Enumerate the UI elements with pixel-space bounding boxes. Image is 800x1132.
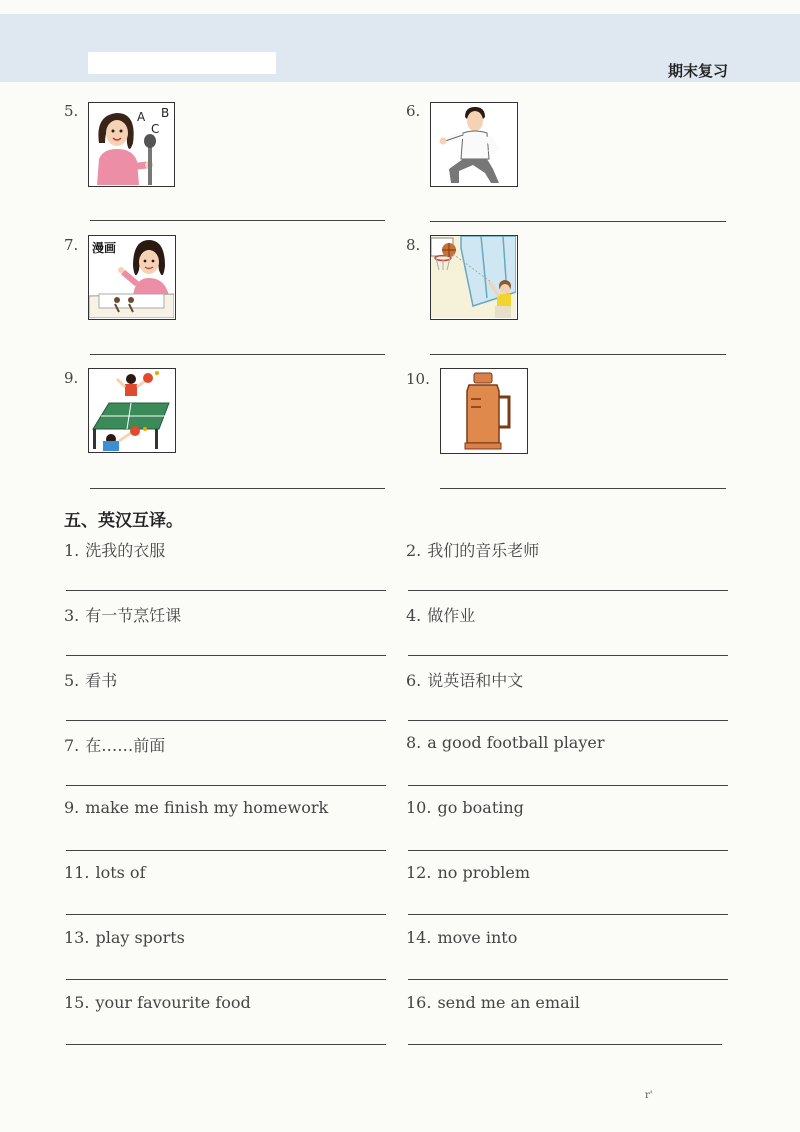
letter-a: A bbox=[137, 110, 146, 124]
translation-item: 15. your favourite food bbox=[64, 993, 251, 1012]
translation-item: 5. 看书 bbox=[64, 671, 118, 690]
answer-line[interactable] bbox=[90, 488, 385, 489]
section-tag: 期末复习 bbox=[667, 62, 728, 80]
comic-sign-label: 漫画 bbox=[92, 241, 117, 255]
translation-item: 1. 洗我的衣服 bbox=[64, 541, 166, 560]
boy-basketball-icon bbox=[430, 235, 518, 320]
translation-item: 2. 我们的音乐老师 bbox=[406, 541, 540, 560]
translation-item: 8. a good football player bbox=[406, 733, 605, 752]
thermos-flask-icon bbox=[440, 368, 528, 454]
item-number: 6. bbox=[406, 102, 421, 120]
answer-line[interactable] bbox=[430, 221, 726, 222]
answer-line[interactable] bbox=[66, 979, 386, 980]
girl-singing-icon bbox=[88, 102, 175, 187]
item-number: 7. bbox=[64, 236, 79, 254]
answer-line[interactable] bbox=[408, 785, 728, 786]
translation-item: 4. 做作业 bbox=[406, 606, 476, 625]
table-tennis-icon bbox=[88, 368, 176, 453]
translation-item: 6. 说英语和中文 bbox=[406, 671, 524, 690]
answer-line[interactable] bbox=[66, 914, 386, 915]
translation-item: 7. 在……前面 bbox=[64, 736, 166, 755]
answer-line[interactable] bbox=[408, 850, 728, 851]
letter-c: C bbox=[151, 122, 160, 136]
translation-item: 16. send me an email bbox=[406, 993, 580, 1012]
translation-item: 10. go boating bbox=[406, 798, 524, 817]
answer-line[interactable] bbox=[66, 590, 386, 591]
answer-line[interactable] bbox=[66, 655, 386, 656]
answer-line[interactable] bbox=[408, 1044, 722, 1045]
translation-item: 13. play sports bbox=[64, 928, 185, 947]
letter-b: B bbox=[161, 106, 170, 120]
answer-line[interactable] bbox=[408, 979, 728, 980]
answer-line[interactable] bbox=[66, 850, 386, 851]
answer-line[interactable] bbox=[66, 785, 386, 786]
answer-line[interactable] bbox=[430, 354, 726, 355]
translation-item: 9. make me finish my homework bbox=[64, 798, 329, 817]
answer-line[interactable] bbox=[408, 720, 728, 721]
answer-line[interactable] bbox=[66, 720, 386, 721]
answer-line[interactable] bbox=[408, 590, 728, 591]
item-number: 8. bbox=[406, 236, 421, 254]
corner-mark: r' bbox=[645, 1090, 653, 1101]
answer-line[interactable] bbox=[440, 488, 726, 489]
answer-line[interactable] bbox=[408, 655, 728, 656]
translation-item: 11. lots of bbox=[64, 863, 146, 882]
translation-item: 3. 有一节烹饪课 bbox=[64, 606, 182, 625]
translation-item: 12. no problem bbox=[406, 863, 530, 882]
item-number: 5. bbox=[64, 102, 79, 120]
section-heading: 五、英汉互译。 bbox=[64, 511, 183, 531]
translation-item: 14. move into bbox=[406, 928, 518, 947]
answer-line[interactable] bbox=[408, 914, 728, 915]
item-number: 10. bbox=[406, 370, 430, 388]
header-blank-label bbox=[88, 52, 276, 74]
girl-drawing-comics-icon bbox=[88, 235, 176, 320]
man-tai-chi-icon bbox=[430, 102, 518, 187]
answer-line[interactable] bbox=[90, 220, 385, 221]
answer-line[interactable] bbox=[66, 1044, 386, 1045]
item-number: 9. bbox=[64, 369, 79, 387]
answer-line[interactable] bbox=[90, 354, 385, 355]
